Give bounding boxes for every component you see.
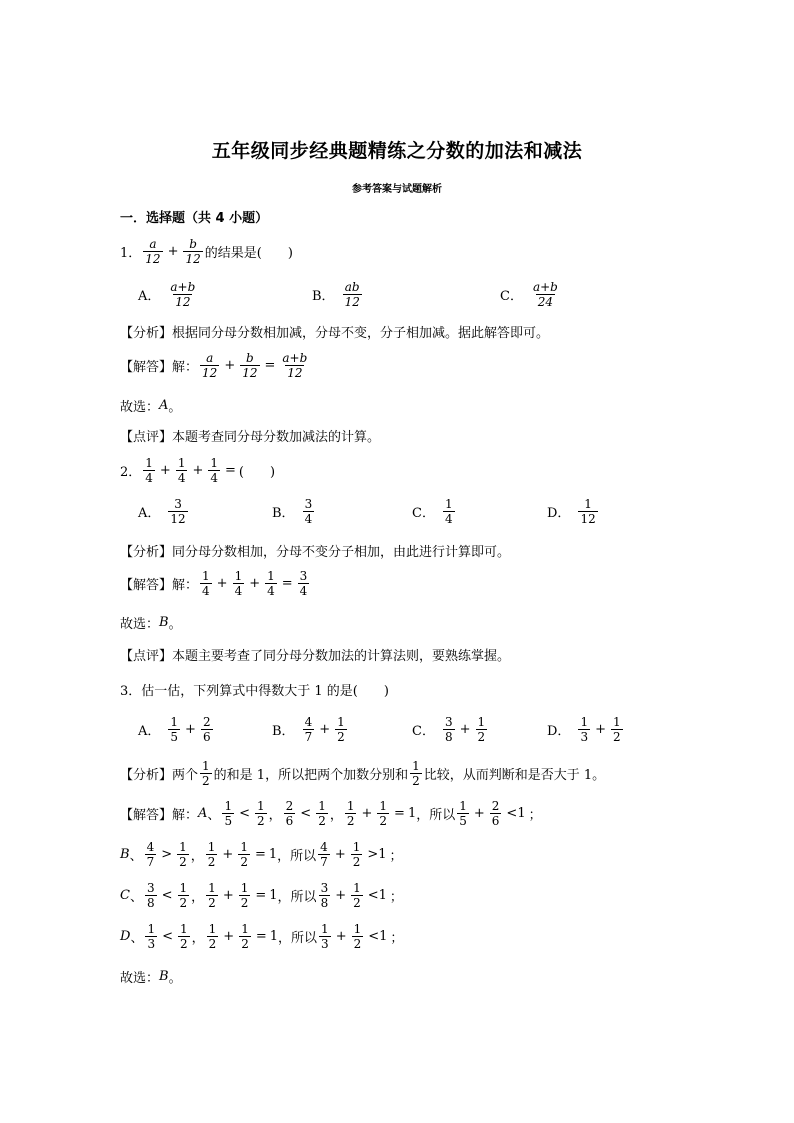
fraction	[200, 352, 219, 379]
analysis-tag: 【分析】	[120, 768, 173, 783]
q2-answer: 【解答】 解： $\frac{1}{4}$ + $\frac{1}{4}$ + $\frac{1}{4}$ = $\frac{3}{4}$	[120, 569, 308, 598]
q1-option-a: A． $\frac{a+b}{12}$	[138, 280, 196, 309]
fraction-numerator: 3	[320, 881, 329, 895]
q1-suffix: 的结果是( )	[204, 246, 293, 261]
fraction	[335, 716, 347, 743]
q3-answer-a: 【解答】 解： A 、 $\frac{1}{5}$ < $\frac{1}{2}$ ， $\frac{2}{6}$ < $\frac{1}{2}$ ， $\frac{1}{2}$ + $\frac{1}{2}$ = 1 ，所以 $\frac{1}{5}$ + $\frac{2}{6}$ <1 ；	[120, 799, 542, 828]
fraction-denominator: 3	[580, 730, 589, 744]
fraction-numerator: 1	[267, 569, 275, 583]
fraction-denominator: 7	[320, 855, 328, 869]
fraction-numerator: 1	[337, 715, 345, 729]
fraction	[176, 457, 188, 484]
fraction	[206, 882, 218, 909]
fraction-denominator: 2	[180, 937, 188, 951]
q1-comment	[120, 426, 380, 445]
fraction-denominator: 2	[256, 814, 265, 828]
fraction-denominator: 4	[202, 584, 210, 598]
fraction-numerator: a	[149, 237, 157, 251]
fraction-numerator: 1	[170, 715, 179, 729]
fraction-denominator: 24	[537, 295, 554, 309]
fraction-denominator: 4	[210, 471, 219, 485]
fraction-numerator: 1	[241, 922, 249, 936]
fraction	[410, 760, 422, 787]
fraction	[168, 281, 197, 308]
fraction-numerator: a+b	[532, 280, 558, 294]
fraction-numerator: 1	[240, 840, 248, 854]
fraction	[200, 570, 212, 597]
fraction-numerator: 3	[299, 569, 308, 583]
fraction	[168, 498, 187, 525]
fraction-denominator: 6	[491, 814, 500, 828]
choice-letter: A	[159, 398, 169, 413]
fraction-denominator: 12	[185, 252, 201, 266]
q3-answer-c: C 、 $\frac{3}{8}$ < $\frac{1}{2}$ ， $\frac{1}{2}$ + $\frac{1}{2}$ = 1 ，所以 $\frac{3}{8}$ + $\frac{1}{2}$ <1 ；	[120, 881, 403, 910]
fraction-denominator: 2	[379, 814, 388, 828]
fraction-denominator: 12	[242, 366, 258, 380]
analysis-text: 根据同分母分数相加减，分母不变，分子相加减。据此解答即可。	[172, 326, 550, 341]
fraction	[351, 841, 363, 868]
fraction-numerator: 3	[174, 497, 182, 511]
q3-analysis: 【分析】 两个 $\frac{1}{2}$ 的和是 1，所以把两个加数分别和 $\frac{1}{2}$ 比较，从而判断和是否大于 1。	[120, 759, 606, 788]
q3-option-c: C． $\frac{3}{8}$ + $\frac{1}{2}$	[412, 715, 486, 744]
comment-text: 本题考查同分母分数加减法的计算。	[172, 430, 381, 445]
fraction	[476, 716, 488, 743]
q2-stem: 2． $\frac{1}{4}$ + $\frac{1}{4}$ + $\frac{1}{4}$ = ( )	[120, 456, 276, 485]
page-title: 五年级同步经典题精练之分数的加法和减法	[211, 140, 583, 162]
fraction-denominator: 2	[240, 896, 249, 910]
answer-prefix: 解：	[172, 578, 199, 593]
fraction	[443, 716, 455, 743]
fraction-denominator: 2	[412, 774, 420, 788]
fraction	[578, 498, 597, 525]
fraction-denominator: 2	[202, 774, 210, 788]
fraction-denominator: 12	[175, 295, 191, 309]
fraction-numerator: 1	[256, 799, 265, 813]
fraction	[240, 352, 259, 379]
fraction-denominator: 3	[321, 937, 329, 951]
fraction	[377, 800, 389, 827]
q2-option-b: B． $\frac{3}{4}$	[272, 497, 313, 526]
fraction	[303, 498, 315, 525]
fraction-numerator: 1	[207, 840, 216, 854]
fraction-numerator: 1	[353, 881, 361, 895]
q1-option-b: B． $\frac{ab}{12}$	[312, 280, 360, 309]
fraction	[351, 882, 363, 909]
fraction-numerator: a+b	[170, 280, 196, 294]
q2-option-c: C． $\frac{1}{4}$	[412, 497, 453, 526]
fraction-denominator: 12	[287, 366, 303, 380]
comment-text: 本题主要考查了同分母分数加法的计算法则，要熟练掌握。	[172, 649, 511, 664]
fraction	[239, 882, 251, 909]
fraction-numerator: 1	[584, 497, 592, 511]
q2-option-d: D． $\frac{1}{12}$	[547, 497, 596, 526]
fraction-denominator: 3	[147, 937, 156, 951]
fraction-numerator: b	[246, 351, 254, 365]
q2-option-a: A． $\frac{3}{12}$	[138, 497, 186, 526]
analysis-text: 同分母分数相加，分母不变分子相加，由此进行计算即可。	[172, 545, 511, 560]
fraction-numerator: 4	[320, 840, 328, 854]
fraction	[143, 457, 155, 484]
answer-tag: 【解答】	[120, 578, 173, 593]
q3-choice: 故选： B 。	[120, 969, 182, 986]
fraction-numerator: ab	[344, 280, 360, 294]
answer-tag: 【解答】	[120, 808, 173, 823]
fraction	[145, 882, 157, 909]
fraction-numerator: 3	[444, 715, 453, 729]
q2-analysis	[120, 541, 510, 560]
fraction-denominator: 8	[444, 730, 453, 744]
fraction-numerator: 1	[208, 881, 216, 895]
fraction-numerator: 4	[146, 840, 155, 854]
analysis-tag: 【分析】	[120, 326, 173, 341]
fraction	[343, 281, 362, 308]
q2-choice: 故选： B 。	[120, 615, 182, 632]
fraction-denominator: 4	[177, 471, 186, 485]
fraction-numerator: 1	[210, 456, 219, 470]
fraction-numerator: 1	[202, 569, 210, 583]
q1-answer: 【解答】 解： $\frac{a}{12}$ + $\frac{b}{12}$ = $\frac{a+b}{12}$	[120, 351, 308, 380]
q2-suffix: ( )	[238, 465, 276, 480]
q3-stem	[120, 680, 389, 699]
fraction-numerator: 3	[146, 881, 155, 895]
fraction-denominator: 4	[304, 512, 313, 526]
fraction-numerator: 4	[304, 715, 313, 729]
fraction-numerator: a	[206, 351, 214, 365]
fraction-numerator: 1	[477, 715, 486, 729]
fraction-numerator: 1	[234, 569, 243, 583]
fraction-denominator: 4	[444, 512, 453, 526]
q3-answer-d: D 、 $\frac{1}{3}$ < $\frac{1}{2}$ ， $\frac{1}{2}$ + $\frac{1}{2}$ = 1 ，所以 $\frac{1}{3}$ + $\frac{1}{2}$ <1 ；	[120, 922, 404, 951]
fraction	[255, 800, 267, 827]
fraction-denominator: 4	[234, 584, 243, 598]
q2-number: 2．	[120, 465, 142, 480]
fraction	[578, 716, 590, 743]
q1-choice: 故选： A 。	[120, 398, 182, 415]
fraction-numerator: 1	[318, 799, 326, 813]
fraction	[183, 238, 202, 265]
fraction	[352, 923, 364, 950]
fraction-denominator: 4	[145, 471, 153, 485]
fraction-denominator: 6	[202, 730, 211, 744]
analysis-tag: 【分析】	[120, 545, 173, 560]
fraction	[284, 800, 296, 827]
fraction-denominator: 8	[320, 896, 329, 910]
fraction	[206, 841, 218, 868]
fraction-denominator: 12	[145, 252, 161, 266]
fraction-denominator: 2	[207, 855, 216, 869]
fraction-denominator: 4	[267, 584, 275, 598]
comment-tag: 【点评】	[120, 649, 173, 664]
fraction	[238, 841, 250, 868]
fraction-numerator: 1	[179, 881, 188, 895]
fraction-numerator: 2	[285, 799, 294, 813]
fraction-denominator: 2	[179, 896, 188, 910]
fraction-denominator: 12	[580, 512, 596, 526]
fraction	[318, 841, 330, 868]
fraction	[143, 238, 162, 265]
fraction-numerator: 1	[412, 759, 420, 773]
fraction	[168, 716, 180, 743]
fraction-denominator: 2	[318, 814, 326, 828]
fraction-numerator: 1	[177, 456, 186, 470]
fraction-numerator: 1	[180, 922, 188, 936]
q1-stem	[120, 238, 293, 265]
answer-tag: 【解答】	[120, 360, 173, 375]
fraction-denominator: 7	[304, 730, 313, 744]
q3-answer-b: B 、 $\frac{4}{7}$ > $\frac{1}{2}$ ， $\frac{1}{2}$ + $\frac{1}{2}$ = 1 ，所以 $\frac{4}{7}$ + $\frac{1}{2}$ >1 ；	[120, 840, 403, 869]
fraction	[490, 800, 502, 827]
fraction-numerator: 1	[459, 799, 467, 813]
q2-comment	[120, 645, 510, 664]
fraction	[145, 841, 157, 868]
fraction-denominator: 5	[224, 814, 233, 828]
fraction	[201, 716, 213, 743]
fraction-denominator: 2	[477, 730, 486, 744]
fraction	[145, 923, 157, 950]
fraction-denominator: 2	[208, 937, 217, 951]
fraction	[178, 923, 190, 950]
fraction-numerator: 2	[491, 799, 500, 813]
fraction-denominator: 6	[285, 814, 294, 828]
q1-option-c: C． $\frac{a+b}{24}$	[500, 280, 558, 309]
fraction-numerator: 1	[612, 715, 621, 729]
fraction-numerator: a+b	[282, 351, 308, 365]
fraction	[345, 800, 357, 827]
fraction-numerator: 1	[352, 840, 361, 854]
fraction-numerator: 1	[321, 922, 329, 936]
fraction-denominator: 2	[346, 814, 355, 828]
answer-prefix: 解：	[172, 360, 199, 375]
fraction-denominator: 12	[170, 512, 186, 526]
fraction-numerator: 1	[202, 759, 210, 773]
fraction-numerator: 1	[346, 799, 355, 813]
fraction-numerator: b	[189, 237, 197, 251]
plus-sign: +	[167, 244, 179, 259]
fraction-numerator: 1	[240, 881, 249, 895]
fraction-denominator: 2	[179, 855, 187, 869]
fraction-numerator: 1	[353, 922, 362, 936]
q3-option-a: A． $\frac{1}{5}$ + $\frac{2}{6}$	[138, 715, 211, 744]
fraction	[457, 800, 469, 827]
fraction	[319, 882, 331, 909]
fraction-numerator: 1	[580, 715, 589, 729]
fraction	[177, 841, 189, 868]
fraction-numerator: 2	[202, 715, 211, 729]
fraction	[316, 800, 328, 827]
comment-tag: 【点评】	[120, 430, 173, 445]
fraction	[239, 923, 251, 950]
fraction	[178, 882, 190, 909]
fraction-denominator: 2	[612, 730, 621, 744]
fraction	[531, 281, 560, 308]
fraction-denominator: 5	[459, 814, 467, 828]
fraction-numerator: 1	[224, 799, 233, 813]
fraction-numerator: 1	[379, 799, 388, 813]
fraction	[200, 760, 212, 787]
q3-option-d: D． $\frac{1}{3}$ + $\frac{1}{2}$	[547, 715, 621, 744]
fraction-denominator: 2	[352, 855, 361, 869]
fraction	[208, 457, 220, 484]
fraction-denominator: 2	[353, 937, 362, 951]
fraction	[303, 716, 315, 743]
fraction	[222, 800, 234, 827]
fraction	[611, 716, 623, 743]
section-heading: 一．选择题（共 4 小题）	[120, 211, 269, 226]
fraction-numerator: 1	[444, 497, 453, 511]
fraction-denominator: 2	[337, 730, 345, 744]
fraction	[207, 923, 219, 950]
fraction	[233, 570, 245, 597]
fraction-denominator: 8	[146, 896, 155, 910]
fraction-denominator: 12	[202, 366, 218, 380]
fraction	[443, 498, 455, 525]
fraction-denominator: 2	[353, 896, 361, 910]
choice-letter: B	[159, 969, 169, 984]
fraction-numerator: 3	[304, 497, 313, 511]
fraction-numerator: 1	[179, 840, 187, 854]
fraction-numerator: 1	[147, 922, 156, 936]
fraction-denominator: 4	[299, 584, 308, 598]
fraction-denominator: 7	[146, 855, 155, 869]
fraction-denominator: 12	[344, 295, 360, 309]
q1-analysis	[120, 322, 549, 341]
fraction	[280, 352, 309, 379]
page-subtitle: 参考答案与试题解析	[352, 184, 442, 195]
fraction-numerator: 1	[145, 456, 153, 470]
fraction	[319, 923, 331, 950]
fraction-numerator: 1	[208, 922, 217, 936]
fraction	[265, 570, 277, 597]
q3-option-b: B． $\frac{4}{7}$ + $\frac{1}{2}$	[272, 715, 345, 744]
fraction	[298, 570, 310, 597]
q3-question: 3．估一估，下列算式中得数大于 1 的是( )	[120, 684, 389, 699]
fraction-denominator: 5	[170, 730, 179, 744]
fraction-denominator: 2	[241, 937, 249, 951]
fraction-denominator: 2	[208, 896, 216, 910]
choice-letter: B	[159, 615, 169, 630]
fraction-denominator: 2	[240, 855, 248, 869]
q1-number: 1．	[120, 246, 142, 261]
